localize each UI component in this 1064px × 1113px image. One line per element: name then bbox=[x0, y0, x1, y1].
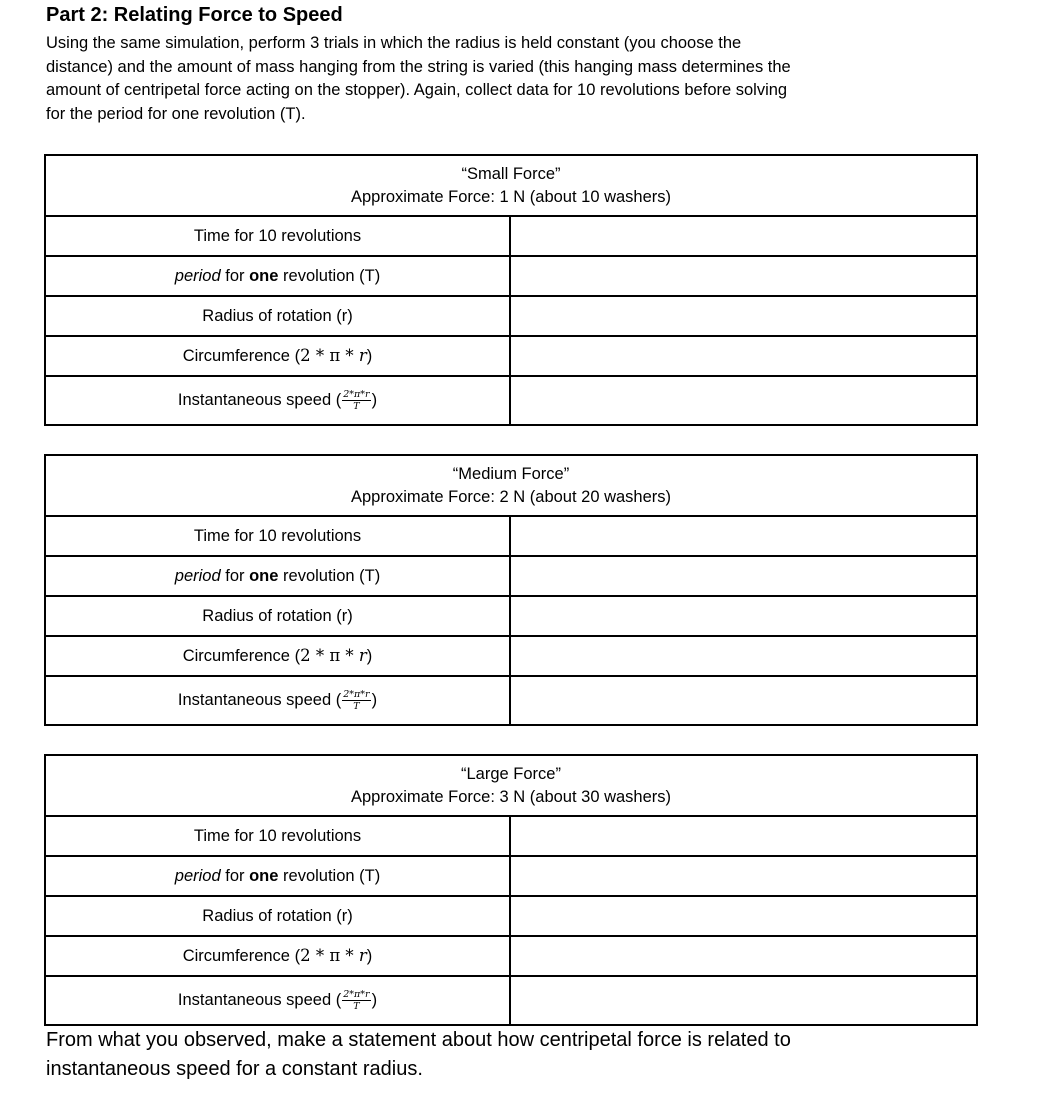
time-value-cell[interactable] bbox=[510, 516, 977, 556]
trial-header bbox=[45, 155, 977, 216]
trial-table bbox=[44, 754, 978, 1026]
instructions-line: Using the same simulation, perform 3 trials in which the radius is held constant (you choose the bbox=[46, 34, 742, 52]
row-label-circumference: Circumference (2 * π * r) bbox=[45, 936, 510, 976]
question-line: From what you observed, make a statement about how centripetal force is related to bbox=[46, 1029, 791, 1051]
speed-value-cell[interactable] bbox=[510, 976, 977, 1025]
part-title: Part 2: Relating Force to Speed bbox=[46, 4, 343, 26]
circumference-value-cell[interactable] bbox=[510, 636, 977, 676]
trial-force: Approximate Force: 3 N (about 30 washers) bbox=[350, 787, 672, 806]
instructions-line: amount of centripetal force acting on the stopper). Again, collect data for 10 revolutions before solving bbox=[46, 81, 788, 99]
question-line: instantaneous speed for a constant radius. bbox=[46, 1058, 423, 1080]
instructions bbox=[46, 32, 876, 126]
row-label-time: Time for 10 revolutions bbox=[45, 216, 510, 256]
row-label-period: period for one revolution (T) bbox=[45, 256, 510, 296]
radius-value-cell[interactable] bbox=[510, 896, 977, 936]
radius-value-cell[interactable] bbox=[510, 596, 977, 636]
row-label-speed: Instantaneous speed ( $\frac{2*\pi*r}{T}$ ) bbox=[45, 676, 510, 725]
trial-header bbox=[45, 755, 977, 816]
speed-fraction: $\frac{2*\pi*r}{T}$ bbox=[343, 989, 370, 1012]
trial-force: Approximate Force: 1 N (about 10 washers) bbox=[350, 187, 672, 206]
row-label-period: period for one revolution (T) bbox=[45, 856, 510, 896]
row-label-circumference: Circumference (2 * π * r) bbox=[45, 336, 510, 376]
instructions-line: distance) and the amount of mass hanging from the string is varied (this hanging mass determines the bbox=[46, 57, 791, 76]
speed-fraction: $\frac{2*\pi*r}{T}$ bbox=[343, 389, 370, 412]
row-label-period: period for one revolution (T) bbox=[45, 556, 510, 596]
row-label-radius: Radius of rotation (r) bbox=[45, 896, 510, 936]
trial-table bbox=[44, 454, 978, 726]
period-value-cell[interactable] bbox=[510, 556, 977, 596]
period-value-cell[interactable] bbox=[510, 256, 977, 296]
instructions-line: for the period for one revolution (T). bbox=[46, 104, 306, 123]
row-label-radius: Radius of rotation (r) bbox=[45, 296, 510, 336]
reflection-question bbox=[46, 1026, 926, 1084]
time-value-cell[interactable] bbox=[510, 216, 977, 256]
row-label-speed: Instantaneous speed ( $\frac{2*\pi*r}{T}$ ) bbox=[45, 376, 510, 425]
trial-force: Approximate Force: 2 N (about 20 washers) bbox=[350, 487, 672, 506]
circumference-value-cell[interactable] bbox=[510, 936, 977, 976]
circumference-value-cell[interactable] bbox=[510, 336, 977, 376]
time-value-cell[interactable] bbox=[510, 816, 977, 856]
row-label-time: Time for 10 revolutions bbox=[45, 516, 510, 556]
trial-name: “Small Force” bbox=[461, 164, 561, 183]
row-label-speed: Instantaneous speed ( $\frac{2*\pi*r}{T}$ ) bbox=[45, 976, 510, 1025]
speed-value-cell[interactable] bbox=[510, 376, 977, 425]
row-label-radius: Radius of rotation (r) bbox=[45, 596, 510, 636]
row-label-time: Time for 10 revolutions bbox=[45, 816, 510, 856]
period-value-cell[interactable] bbox=[510, 856, 977, 896]
trial-name: “Large Force” bbox=[461, 764, 561, 783]
trial-header bbox=[45, 455, 977, 516]
row-label-circumference: Circumference (2 * π * r) bbox=[45, 636, 510, 676]
trial-table bbox=[44, 154, 978, 426]
trial-name: “Medium Force” bbox=[452, 464, 570, 483]
speed-value-cell[interactable] bbox=[510, 676, 977, 725]
speed-fraction: $\frac{2*\pi*r}{T}$ bbox=[343, 689, 370, 712]
radius-value-cell[interactable] bbox=[510, 296, 977, 336]
